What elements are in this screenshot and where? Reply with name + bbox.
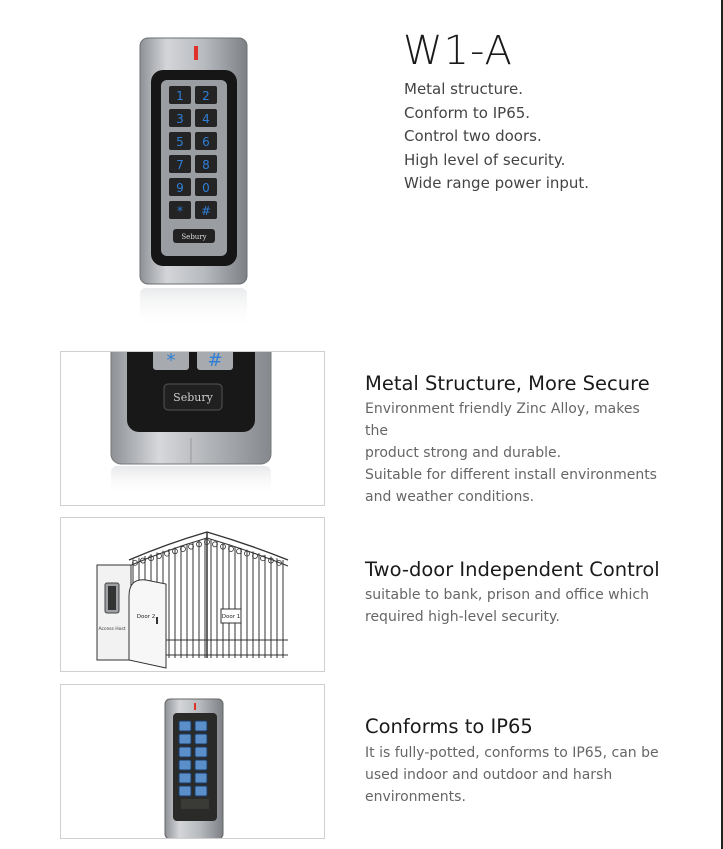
feature-description	[365, 742, 665, 808]
spec-item: Control two doors.	[404, 127, 542, 145]
feature-line: environments.	[365, 789, 466, 805]
feature-image-potted-keypad	[60, 684, 325, 839]
potted-key	[179, 786, 191, 796]
key-label: 6	[202, 135, 210, 149]
feature-description	[365, 398, 665, 508]
potted-key	[179, 773, 191, 783]
potted-key	[195, 747, 207, 757]
potted-key	[195, 721, 207, 731]
door1-label: Door 1	[221, 614, 241, 620]
brand-label: Sebury	[173, 391, 213, 404]
key-label: 5	[176, 135, 184, 149]
key-label: 8	[202, 158, 210, 172]
key-label: 9	[176, 181, 184, 195]
spec-item: Wide range power input.	[404, 174, 590, 192]
spec-item: High level of security.	[404, 150, 566, 169]
potted-key	[179, 734, 191, 744]
key-label: #	[200, 204, 212, 218]
feature-image-gate-diagram	[60, 517, 325, 672]
key-label: *	[177, 204, 183, 218]
feature-description	[365, 584, 665, 628]
feature-line: Suitable for different install environments	[365, 467, 657, 483]
feature-title: Two-door Independent Control	[365, 558, 660, 581]
potted-key	[195, 786, 207, 796]
product-model-title: W1-A	[403, 28, 513, 74]
key-label: 0	[202, 181, 210, 195]
feature-image-metal-closeup	[60, 351, 325, 506]
product-photo-keypad	[125, 30, 265, 335]
key-label: 1	[176, 89, 184, 103]
feature-line: product strong and durable.	[365, 445, 562, 461]
potted-key	[195, 760, 207, 770]
hero-brand-label: Sebury	[181, 233, 207, 241]
access-host-label: Access Host	[98, 627, 126, 632]
feature-line: required high-level security.	[365, 609, 560, 625]
potted-key	[195, 773, 207, 783]
feature-title: Metal Structure, More Secure	[365, 372, 650, 395]
key-label: 2	[202, 89, 210, 103]
key-label: 3	[176, 112, 184, 126]
key-label: 4	[202, 112, 210, 126]
feature-line: and weather conditions.	[365, 489, 535, 505]
potted-key	[179, 747, 191, 757]
spec-item: Metal structure.	[404, 80, 524, 98]
potted-key	[195, 734, 207, 744]
spec-list	[404, 78, 589, 196]
feature-line: Environment friendly Zinc Alloy, makes the	[365, 401, 640, 439]
feature-line: suitable to bank, prison and office which	[365, 587, 649, 603]
key-label: 7	[176, 158, 184, 172]
spec-item: Conform to IP65.	[404, 103, 531, 122]
door2-label: Door 2	[136, 614, 156, 620]
feature-line: used indoor and outdoor and harsh	[365, 767, 613, 783]
key-star: *	[166, 352, 176, 371]
potted-key	[179, 721, 191, 731]
feature-title: Conforms to IP65	[365, 715, 533, 738]
potted-key	[179, 760, 191, 770]
key-hash: #	[207, 352, 223, 371]
feature-line: It is fully-potted, conforms to IP65, can be	[365, 745, 659, 761]
